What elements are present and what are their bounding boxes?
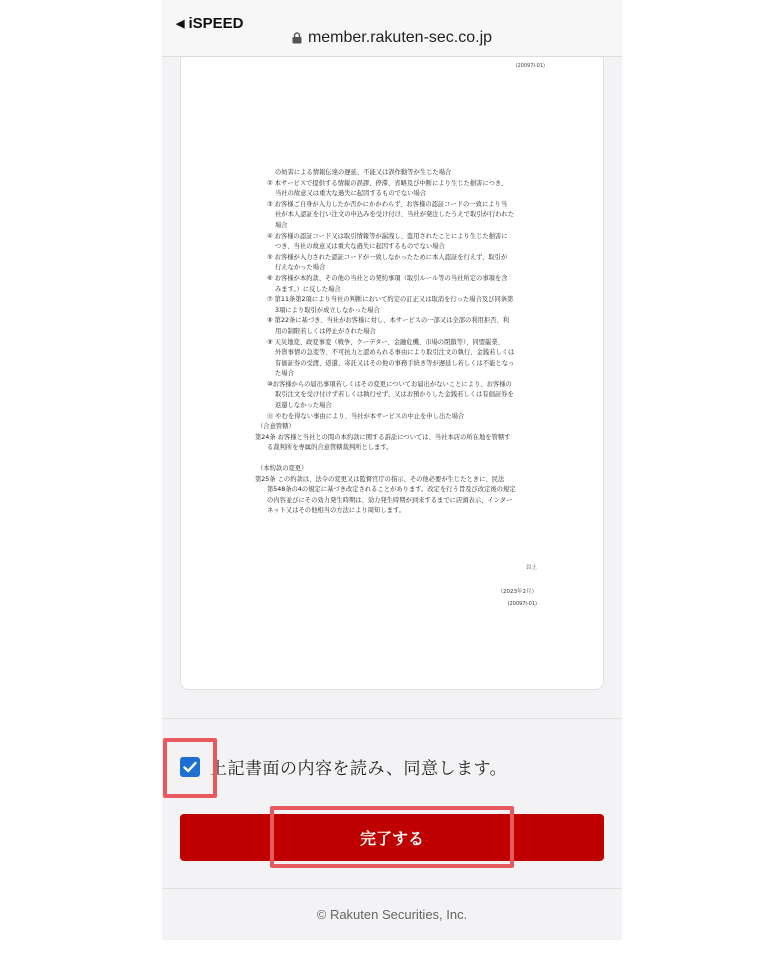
highlight-box-button <box>270 806 514 868</box>
document-line: る裁判所を専属的合意管轄裁判所とします。 <box>267 444 393 452</box>
agree-label[interactable]: 上記書面の内容を読み、同意します。 <box>210 759 508 779</box>
document-line: ネット又はその他相当の方法により周知します。 <box>267 507 406 515</box>
address-bar[interactable] <box>162 29 622 47</box>
document-line: 当社の故意又は重大な過失に起因するものでない場合 <box>275 190 427 198</box>
highlight-box-checkbox <box>163 738 217 798</box>
document-line: （本約款の変更） <box>257 465 308 473</box>
document-line: 有価証券の受渡、返還、寄託又はその他の事務手続き等が遅延し若しくは不能となっ <box>275 359 515 367</box>
document-line: 用の制限若しくは停止がされた場合 <box>275 327 376 335</box>
document-line: 取引注文を受け付けず若しくは執行せず、又はお預かりした金銭若しくは有価証券を <box>275 391 514 399</box>
back-triangle-icon: ◀ <box>176 18 185 30</box>
document-line: ④ お客様の認証コード又は取引情報等が漏洩し、盗用されたことにより生じた損害に <box>267 232 508 240</box>
document-line: 返還しなかった場合 <box>275 402 332 410</box>
complete-button-label: 完了する <box>359 829 424 848</box>
mobile-screen <box>162 0 622 940</box>
document-code-bottom: (20097I-01) <box>507 601 537 607</box>
document-gap <box>255 454 545 464</box>
document-line: 3項により取引が成立しなかった場合 <box>275 306 380 314</box>
document-line: （合意管轄） <box>257 423 295 431</box>
agree-row[interactable] <box>180 754 507 779</box>
document-line: 行えなかった場合 <box>275 264 326 272</box>
document-line: ⑧ 第22条に基づき、当社がお客様に対し、本サービスの一部又は全部の利用拒否、利 <box>267 317 510 325</box>
document-line: の内容並びにその効力発生時期は、効力発生時期が到来するまでに店頭表示、インター <box>267 496 513 504</box>
document-line: 第25条 この約款は、法令の変更又は監督官庁の指示、その他必要が生じたときに、民法 <box>255 475 505 483</box>
browser-status-bar <box>162 0 622 57</box>
document-line: 場合 <box>275 221 288 229</box>
document-line: ⑦ 第11条第2項により当社の判断において約定の訂正又は取消を行った場合及び同条第 <box>267 296 514 304</box>
document-line: みます。）に反した場合 <box>275 285 341 293</box>
section-divider <box>162 718 622 719</box>
document-line: つき、当社の故意又は重大な過失に起因するものでない場合 <box>275 243 445 251</box>
document-end-mark: 以上 <box>525 565 537 571</box>
document-line: ⑥ お客様が本約款、その他の当社との契約事項（取引ルール等の当社所定の事項を含 <box>267 274 508 282</box>
document-line: ③ お客様ご自身が入力したか否かにかかわらず、お客様の認証コードの一致により当 <box>267 200 508 208</box>
document-code-top: (20097I-01) <box>515 63 545 69</box>
document-line: ⑨ 天災地変、政変事変（戦争、クーデター、金融危機、市場の閉鎖等）、同盟罷業、 <box>267 338 504 346</box>
document-line: 社が本人認証を行い注文の申込みを受け付け、当社が発注したうえで取引が行われた <box>275 211 515 219</box>
footer <box>162 888 622 940</box>
document-viewer[interactable] <box>180 57 604 690</box>
document-line: 第548条の4の規定に基づき改定されることがあります。改定を行う旨及び改定後の規定 <box>267 486 516 494</box>
document-line: ⑩お客様からの届出事項若しくはその変更についてお届出がないことにより、お客様の <box>267 380 512 388</box>
document-text <box>255 168 545 517</box>
lock-icon <box>292 32 302 44</box>
document-line: ⑤ お客様が入力された認証コードが一致しなかったために本人認証を行えず、取引が <box>267 253 508 261</box>
document-line: 第24条 お客様と当社との間の本約款に関する訴訟については、当社本店の所在地を管轄す <box>255 433 511 441</box>
document-line: 外貨事情の急変等、不可抗力と認められる事由により取引注文の執行、金銭若しくは <box>275 349 515 357</box>
document-line: の妨害による情報伝達の遅延、不能又は誤作動等が生じた場合 <box>275 169 452 176</box>
document-date: （2023年2月） <box>497 589 537 595</box>
document-page <box>255 57 545 617</box>
document-line: ⑪ やむを得ない事由により、当社が本サービスの中止を申し出た場合 <box>267 412 465 420</box>
url-text: member.rakuten-sec.co.jp <box>307 29 493 46</box>
document-line: ② 本サービスで提供する情報の誤謬、停滞、省略及び中断により生じた損害につき、 <box>267 179 508 187</box>
document-line: た場合 <box>275 370 294 378</box>
copyright-text: © Rakuten Securities, Inc. <box>316 907 468 922</box>
back-app-label: iSPEED <box>188 15 244 32</box>
